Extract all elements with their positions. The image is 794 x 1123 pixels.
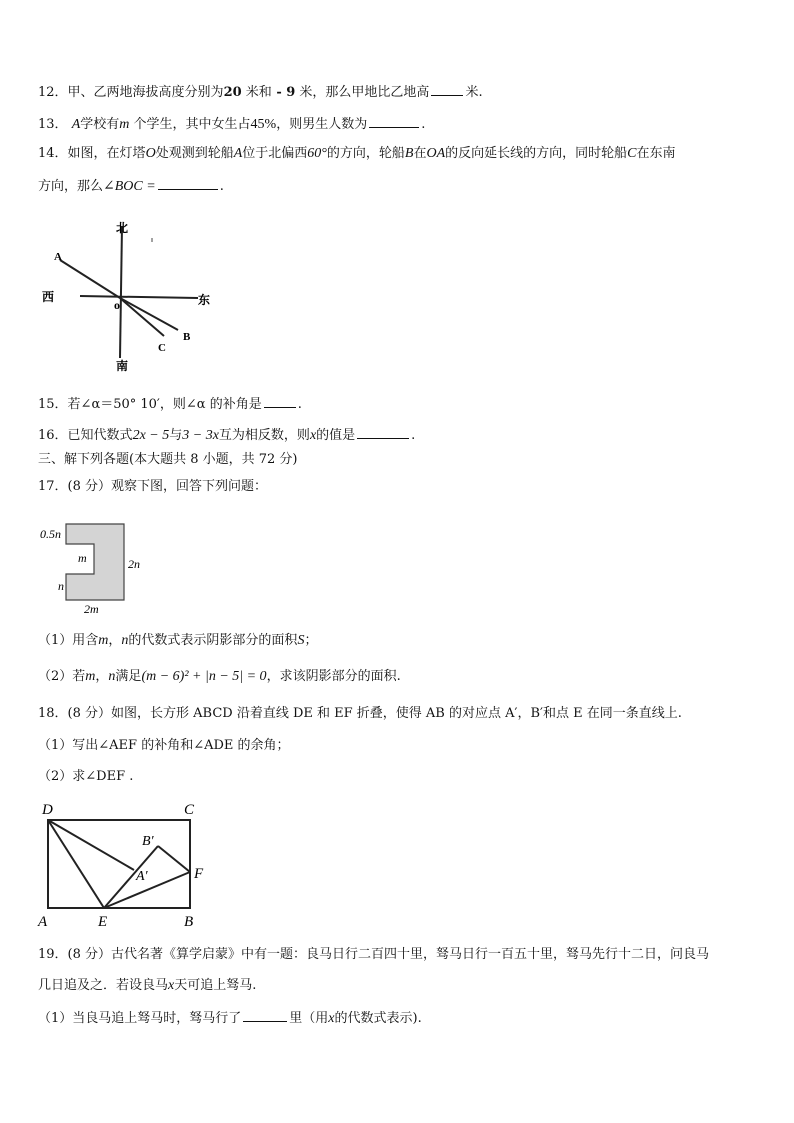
q14-var-c: C [627,146,637,161]
q16-end: . [411,428,416,443]
label-east: 东 [198,293,211,307]
label-0.5n: 0.5n [40,527,61,541]
q17-p1-var-s: S [297,633,305,648]
q13-end: . [421,117,426,132]
question-19-line-1: 19．(8 分）古代名著《算学启蒙》中有一题：良马日行二百四十里，驽马日行一百五十里，驽马先行十二日，问良马 [38,947,710,962]
q18-part-2: （2）求∠DEF . [38,769,134,784]
segment-b1f [158,846,190,872]
shaded-region [66,524,124,600]
section-3-heading: 三、解下列各题(本大题共 8 小题，共 72 分) [38,452,298,467]
q19-answer-blank[interactable] [243,1008,287,1022]
q12-text-a: 甲、乙两地海拔高度分别为 [67,85,224,100]
q15-end: . [297,397,302,412]
north-south-line [120,226,122,358]
q13-text-b: 个学生，其中女生占 [129,117,251,132]
q12-height-2: - 9 [271,85,296,100]
q13-var-m: m [119,117,130,132]
q14-var-b: B [404,146,414,161]
q17-p2-text-d: ，求该阴影部分的面积. [266,669,401,684]
q12-text-d: 米. [465,85,483,100]
q18-part-1: （1）写出∠AEF 的补角和∠ADE 的余角； [38,738,290,753]
question-16 [38,425,415,445]
q17-p1-text-a: （1）用含 [38,633,99,648]
q17-p1-text-b: ， [108,633,122,648]
q15-text: 若∠α＝50° 10′，则∠α 的补角是 [67,397,262,412]
ray-ob [120,298,178,330]
q12-answer-blank[interactable] [431,82,463,96]
q16-number: 16． [38,428,68,443]
label-n: n [58,579,64,593]
question-12 [38,82,483,102]
segment-de [48,820,104,908]
q14-text-g: 在东南 [636,146,676,161]
q14-number: 14． [38,146,68,161]
q16-expr-2: 3 − 3x [182,428,219,443]
label-2m: 2m [84,602,99,616]
q12-height-1: 20 [223,85,242,100]
q17-p1-var-m: m [98,633,109,648]
question-13 [38,114,425,134]
label-c: C [184,802,195,818]
question-14-line-1 [38,145,676,163]
q19-part-1 [38,1008,422,1028]
q17-p2-var-m: m [85,669,96,684]
q14-end: . [219,179,224,194]
q17-p1-text-c: 的代数式表示阴影部分的面积 [128,633,298,648]
label-m: m [78,551,87,565]
rectangle-fold-figure [34,798,214,930]
label-a: A [54,251,62,263]
label-north: 北 [116,221,129,235]
label-f: F [194,866,204,882]
q19-text-a: 几日追及之．若设良马 [38,978,169,993]
q14-text-e: 在 [413,146,427,161]
q16-text-c: 互为相反数，则 [218,428,310,443]
q17-p2-equation: (m − 6)² + |n − 5| = 0 [141,669,267,684]
q13-answer-blank[interactable] [369,114,419,128]
q19-p1-var-x: x [328,1011,335,1026]
label-a: A [38,914,48,930]
label-e: E [98,914,108,930]
q12-text-b: 米和 [241,85,272,100]
q14-var-oa: OA [426,146,446,161]
compass-figure [40,218,220,376]
q14-angle: 60° [307,146,327,161]
question-19-line-2 [38,977,256,995]
q17-part-2 [38,668,401,686]
segment-da1 [48,820,134,870]
label-2n: 2n [128,557,140,571]
q17-p2-text-a: （2）若 [38,669,86,684]
q13-text-c: ，则男生人数为 [276,117,368,132]
question-17-title: 17．(8 分）观察下图，回答下列问题： [38,479,268,494]
q14-text-h: 方向，那么 [38,179,104,194]
label-b-prime: B′ [142,834,154,849]
label-d: D [42,802,53,818]
label-c: C [158,342,166,354]
q19-text-b: 天可追上驽马. [174,978,257,993]
q17-part-1 [38,632,317,650]
q17-p1-text-d: ； [304,633,318,648]
q16-answer-blank[interactable] [357,425,409,439]
question-14-line-2 [38,176,224,196]
q16-text-d: 的值是 [316,428,356,443]
q19-p1-text-b: 里（用 [289,1011,329,1026]
q19-p1-text-a: （1）当良马追上驽马时，驽马行了 [38,1011,242,1026]
q16-text-b: 与 [169,428,183,443]
q16-expr-1: 2x − 5 [132,428,170,443]
q14-text-a: 如图，在灯塔 [67,146,146,161]
q19-var-x: x [168,978,175,993]
label-south: 南 [116,359,129,373]
q16-var-x: x [309,428,317,443]
q14-var-o: O [145,146,156,161]
q14-var-a: A [233,146,243,161]
q14-text-c: 位于北偏西 [242,146,308,161]
q12-text-c: 米，那么甲地比乙地高 [295,85,430,100]
question-18-title: 18．(8 分）如图，长方形 ABCD 沿着直线 DE 和 EF 折叠，使得 AB 的对应点 A′，B′和点 E 在同一条直线上. [38,706,682,721]
question-15 [38,394,302,414]
label-o: o [114,298,120,312]
q15-answer-blank[interactable] [264,394,296,408]
q14-expression: ∠BOC = [103,179,156,194]
q14-text-f: 的反向延长线的方向，同时轮船 [445,146,628,161]
label-b: B [184,914,194,930]
label-west: 西 [42,290,55,304]
q17-p2-text-b: ， [95,669,109,684]
q17-p2-text-c: 满足 [115,669,142,684]
q14-text-d: 的方向，轮船 [326,146,405,161]
ray-oc [120,298,164,336]
q19-p1-text-c: 的代数式表示). [334,1011,422,1026]
west-east-line [80,296,198,298]
q14-text-b: 处观测到轮船 [155,146,234,161]
q17-p1-var-n: n [121,633,129,648]
l-shape-figure [38,518,158,616]
q16-text-a: 已知代数式 [67,428,133,443]
label-a-prime: A′ [136,869,148,884]
q14-answer-blank[interactable] [158,176,218,190]
q17-p2-var-n: n [108,669,116,684]
ray-oa [60,260,120,298]
q12-number: 12． [38,85,68,100]
segment-eb1 [104,846,158,908]
q13-number: 13． [38,117,68,132]
q13-text-a: 学校有 [80,117,120,132]
label-b: B [183,331,191,343]
q13-percent: 45% [250,117,277,132]
q13-var-a: A [71,117,81,132]
q15-number: 15． [38,397,68,412]
